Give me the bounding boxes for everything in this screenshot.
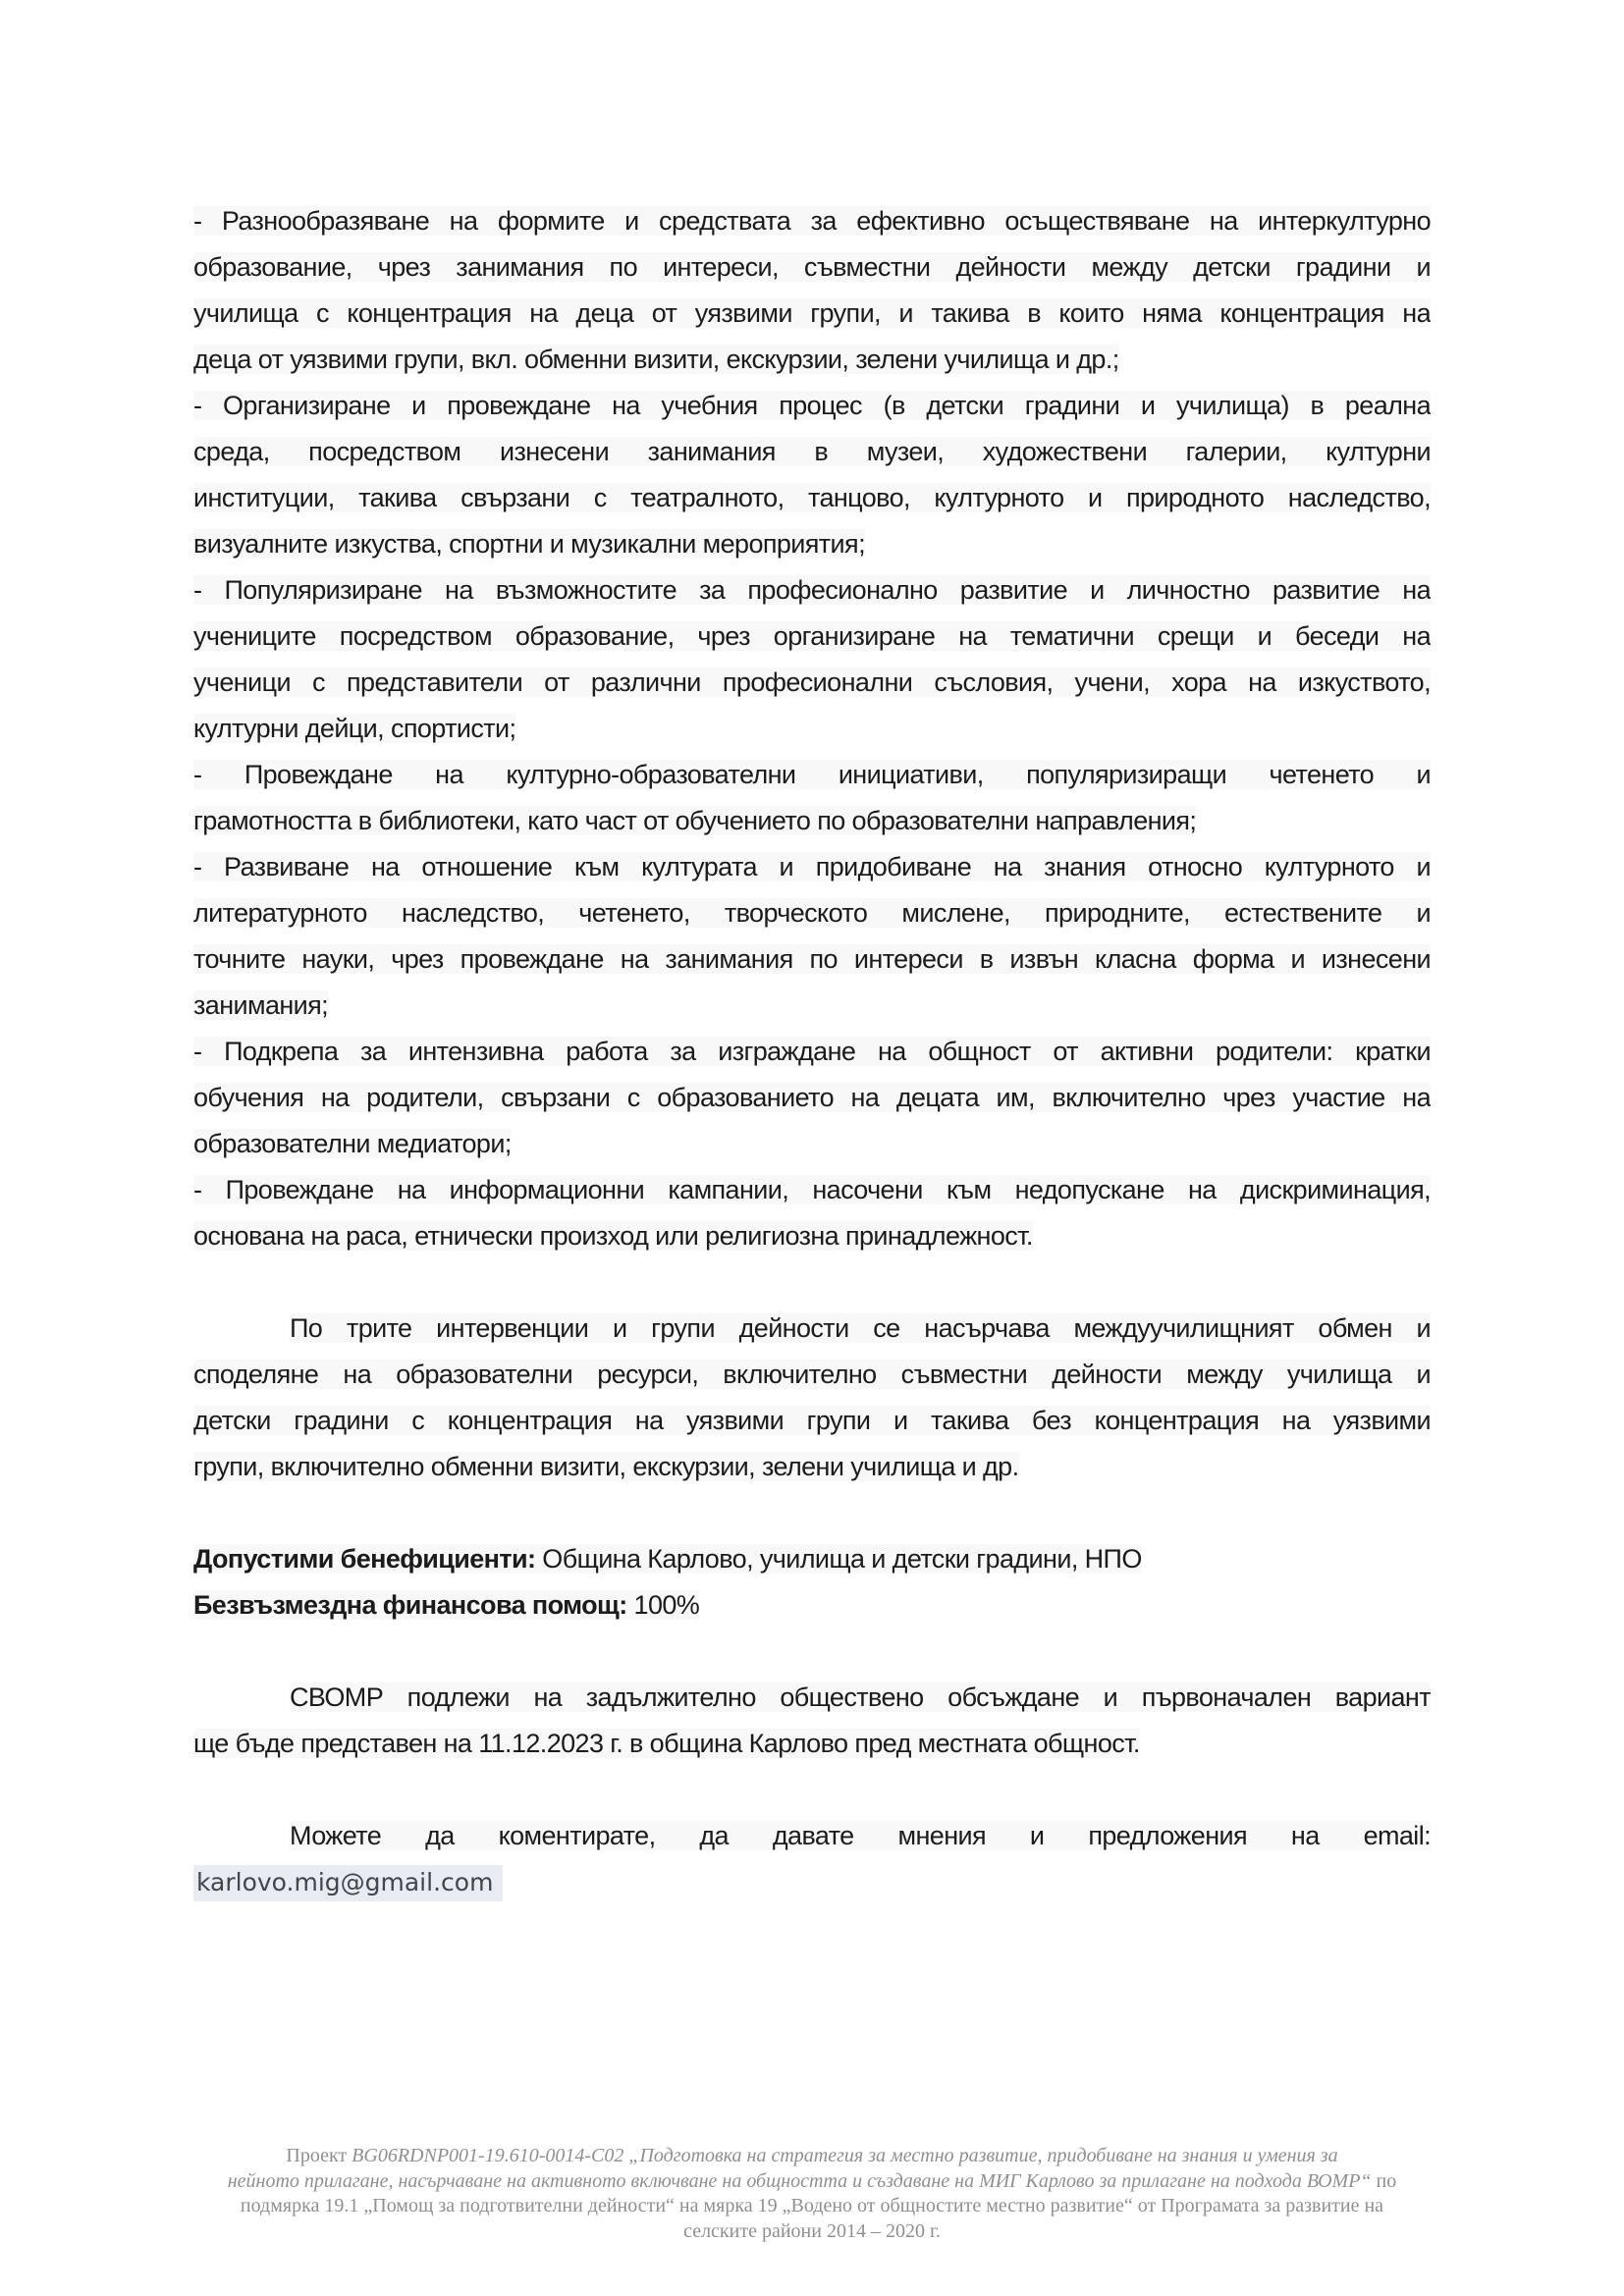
text-run: - Разнообразяване на формите и средствата за ефективно осъществяване на интеркултурно bbox=[193, 206, 1431, 236]
text-line bbox=[193, 1167, 1431, 1213]
paragraph-comment-invitation bbox=[193, 1813, 1431, 1905]
text-run: литературното наследство, четенето, творческото мислене, природните, естествените и bbox=[193, 898, 1431, 928]
text-line bbox=[193, 1352, 1431, 1398]
grant-value: 100% bbox=[626, 1590, 700, 1620]
text-line bbox=[193, 890, 1431, 936]
footer-text-run: подмярка 19.1 „Помощ за подготвителни дейности“ на мярка 19 „Водено от общностите местно развитие“ от Програмата за развитие на bbox=[240, 2195, 1384, 2216]
text-run: - Подкрепа за интензивна работа за изграждане на общност от активни родители: кратки bbox=[193, 1037, 1431, 1066]
beneficiaries-line bbox=[193, 1536, 1431, 1582]
text-run: грамотността в библиотеки, като част от обучението по образователни направления; bbox=[193, 806, 1197, 835]
footer-project-title: нейното прилагане, насърчаване на активното включване на общността и създаване на МИГ Карлово за прилагане на подхода ВОМР“ bbox=[227, 2169, 1372, 2192]
text-run: деца от уязвими групи, вкл. обменни визити, екскурзии, зелени училища и др.; bbox=[193, 345, 1119, 374]
text-line bbox=[193, 1813, 1431, 1859]
bullet-paragraph-culture-attitude bbox=[193, 844, 1431, 1029]
text-run: обучения на родители, свързани с образованието на децата им, включително чрез участие на bbox=[193, 1083, 1431, 1112]
paragraph-svomr bbox=[193, 1675, 1431, 1767]
text-line bbox=[193, 844, 1431, 890]
bullet-paragraph-offsite-learning bbox=[193, 383, 1431, 567]
text-run: културни дейци, спортисти; bbox=[193, 714, 516, 743]
text-line bbox=[193, 1675, 1431, 1721]
text-line bbox=[193, 1398, 1431, 1444]
paragraph-interventions bbox=[193, 1306, 1431, 1490]
document-body bbox=[193, 198, 1431, 1905]
footer-project-id: BG06RDNP001-19.610-0014-C02 „Подготовка на стратегия за местно развитие, придобиване на знания и умения за bbox=[352, 2145, 1338, 2166]
text-run: Можете да коментирате, да давате мнения и предложения на email: bbox=[290, 1821, 1431, 1850]
bullet-paragraph-diversification bbox=[193, 198, 1431, 383]
footer-text-run: селските райони 2014 – 2020 г. bbox=[683, 2219, 941, 2242]
footer-text-run: по bbox=[1371, 2169, 1397, 2192]
text-run: - Популяризиране на възможностите за професионално развитие и личностно развитие на bbox=[193, 575, 1431, 605]
text-run: - Организиране и провеждане на учебния процес (в детски градини и училища) в реална bbox=[193, 391, 1431, 420]
text-run: училища с концентрация на деца от уязвими групи, и такива в които няма концентрация на bbox=[193, 298, 1431, 328]
text-run: - Провеждане на културно-образователни инициативи, популяризиращи четенето и bbox=[193, 760, 1431, 789]
text-run: групи, включително обменни визити, екскурзии, зелени училища и др. bbox=[193, 1452, 1019, 1481]
text-line bbox=[193, 660, 1431, 706]
text-run: По трите интервенции и групи дейности се насърчава междуучилищният обмен и bbox=[290, 1313, 1431, 1343]
text-line bbox=[193, 614, 1431, 660]
text-line bbox=[193, 1075, 1431, 1121]
text-line bbox=[193, 706, 1431, 752]
text-run: занимания; bbox=[193, 990, 329, 1020]
text-line bbox=[193, 798, 1431, 844]
text-run: детски градини с концентрация на уязвими групи и такива без концентрация на уязвими bbox=[193, 1406, 1431, 1435]
text-run: институции, такива свързани с театралното, танцово, културното и природното наследство, bbox=[193, 483, 1431, 512]
text-line bbox=[193, 521, 1431, 567]
text-run: среда, посредством изнесени занимания в музеи, художествени галерии, културни bbox=[193, 437, 1431, 466]
text-run: точните науки, чрез провеждане на занимания по интереси в извън класна форма и изнесени bbox=[193, 944, 1431, 974]
text-line bbox=[193, 291, 1431, 337]
project-reference-footer bbox=[118, 2144, 1506, 2244]
text-run: ученици с представители от различни професионални съсловия, учени, хора на изкуството, bbox=[193, 667, 1431, 697]
footer-line bbox=[118, 2194, 1506, 2219]
text-line bbox=[193, 429, 1431, 475]
text-run: - Провеждане на информационни кампании, насочени към недопускане на дискриминация, bbox=[193, 1175, 1431, 1204]
footer-line bbox=[118, 2169, 1506, 2195]
text-run: визуалните изкуства, спортни и музикални мероприятия; bbox=[193, 529, 865, 559]
grant-label: Безвъзмездна финансова помощ: bbox=[193, 1590, 627, 1620]
bullet-paragraph-parent-community bbox=[193, 1029, 1431, 1167]
text-line bbox=[193, 1121, 1431, 1167]
text-line bbox=[193, 567, 1431, 614]
text-line bbox=[193, 244, 1431, 291]
footer-line bbox=[118, 2144, 1506, 2169]
text-line bbox=[193, 475, 1431, 521]
grant-line bbox=[193, 1582, 1431, 1629]
email-link[interactable]: karlovo.mig@gmail.com bbox=[193, 1865, 503, 1901]
text-line bbox=[193, 752, 1431, 798]
text-run: образователни медиатори; bbox=[193, 1129, 512, 1158]
text-line bbox=[193, 983, 1431, 1029]
text-run: образование, чрез занимания по интереси, съвместни дейности между детски градини и bbox=[193, 252, 1431, 282]
bullet-paragraph-antidiscrimination bbox=[193, 1167, 1431, 1259]
text-line bbox=[193, 1029, 1431, 1075]
text-line bbox=[193, 936, 1431, 983]
beneficiaries-label: Допустими бенефициенти: bbox=[193, 1544, 536, 1574]
footer-line bbox=[118, 2219, 1506, 2245]
email-line bbox=[193, 1859, 1431, 1905]
text-line bbox=[193, 198, 1431, 244]
key-facts bbox=[193, 1536, 1431, 1629]
text-run: основана на раса, етнически произход или религиозна принадлежност. bbox=[193, 1221, 1033, 1251]
text-run: споделяне на образователни ресурси, включително съвместни дейности между училища и bbox=[193, 1360, 1431, 1389]
footer-text-run: Проект bbox=[286, 2145, 352, 2166]
text-line bbox=[193, 337, 1431, 383]
text-line bbox=[193, 1721, 1431, 1767]
text-line bbox=[193, 383, 1431, 429]
text-line bbox=[193, 1306, 1431, 1352]
text-run: учениците посредством образование, чрез организиране на тематични срещи и беседи на bbox=[193, 621, 1431, 651]
text-line bbox=[193, 1444, 1431, 1490]
text-run: - Развиване на отношение към културата и придобиване на знания относно културното и bbox=[193, 852, 1431, 881]
text-run: СВОМР подлежи на задължително обществено обсъждане и първоначален вариант bbox=[290, 1682, 1431, 1712]
bullet-paragraph-career-promotion bbox=[193, 567, 1431, 752]
beneficiaries-value: Община Карлово, училища и детски градини, НПО bbox=[535, 1544, 1142, 1574]
bullet-paragraph-cultural-initiatives bbox=[193, 752, 1431, 844]
text-line bbox=[193, 1213, 1431, 1259]
text-run: ще бъде представен на 11.12.2023 г. в община Карлово пред местната общност. bbox=[193, 1729, 1140, 1758]
